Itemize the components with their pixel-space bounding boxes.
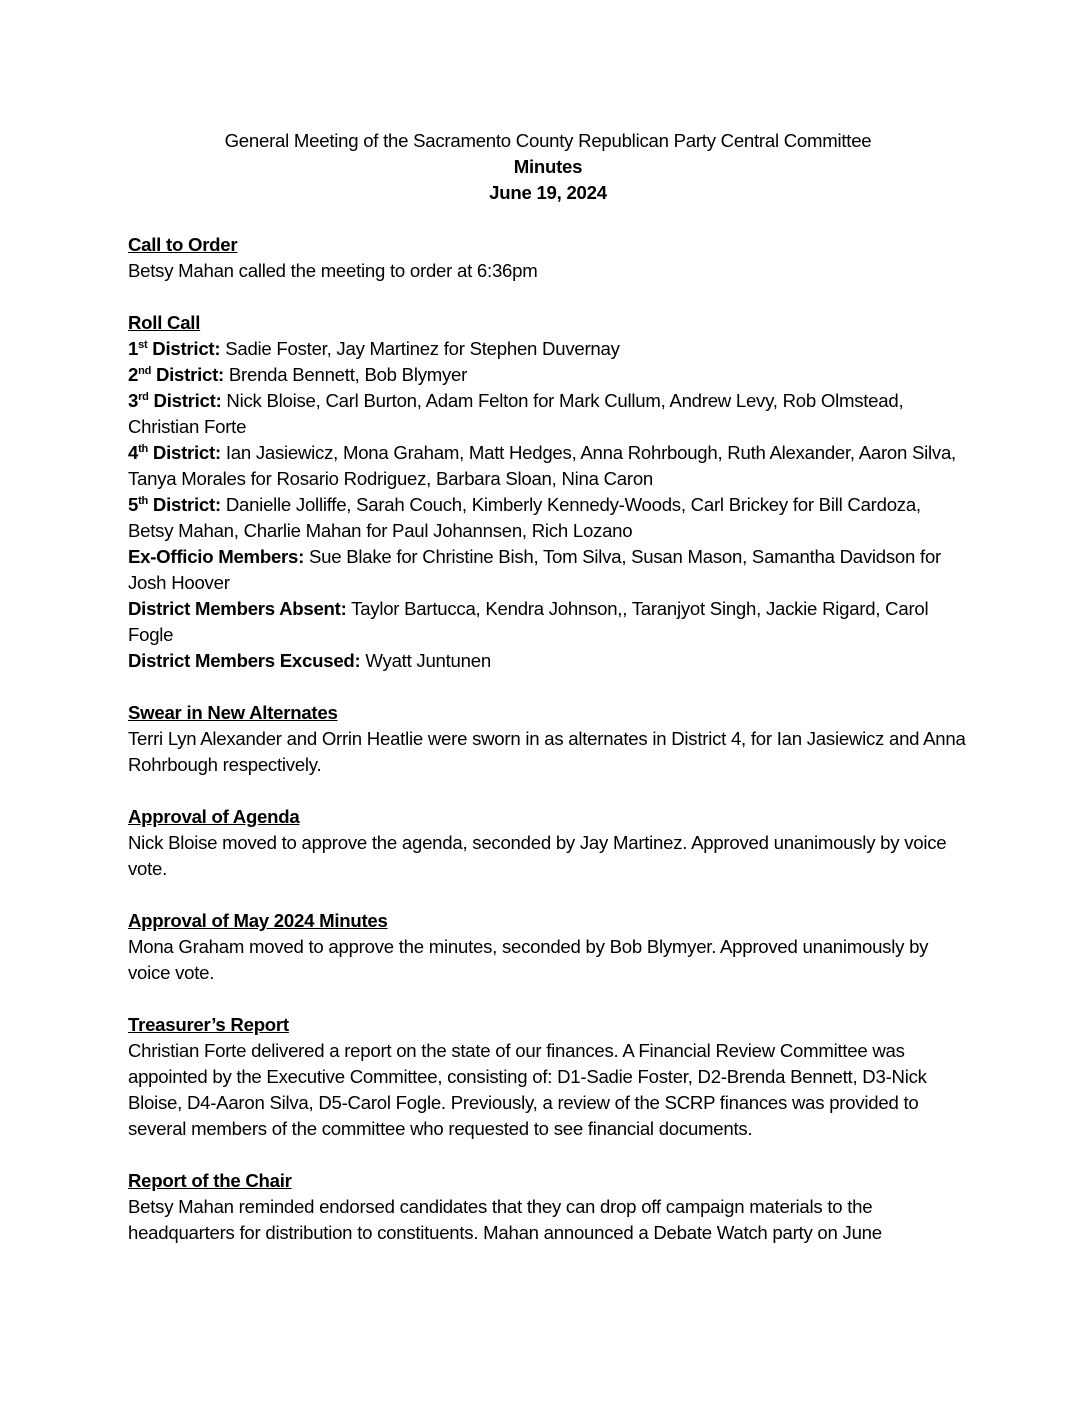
chair-report-heading: Report of the Chair — [128, 1170, 292, 1191]
alternates-text: Terri Lyn Alexander and Orrin Heatlie were sworn in as alternates in District 4, for Ian Jasiewicz and Anna Rohrbough respectively. — [128, 728, 966, 775]
document-date: June 19, 2024 — [489, 182, 607, 203]
document-title: General Meeting of the Sacramento County Republican Party Central Committee — [224, 130, 872, 151]
district-2-suffix: nd — [138, 365, 152, 377]
call-to-order-text: Betsy Mahan called the meeting to order at 6:36pm — [128, 260, 538, 281]
treasurer-text: Christian Forte delivered a report on the state of our finances. A Financial Review Committee was appointed by the Executive Committee, consisting of: D1-Sadie Foster, D2-Brenda Bennett, D3-Nick Bloise, D4-Aaron Silva, D5-Carol Fogle. Previously, a review of the SCRP finances was provided to several members of the committee who requested to see financial documents. — [128, 1040, 927, 1139]
alternates-section — [128, 700, 968, 778]
absent-label: District Members Absent: — [128, 598, 347, 619]
agenda-heading: Approval of Agenda — [128, 806, 300, 827]
minutes-approval-section — [128, 908, 968, 986]
district-5-label: District: — [147, 494, 221, 515]
district-3-number: 3 — [128, 390, 139, 411]
district-5-members: Danielle Jolliffe, Sarah Couch, Kimberly Kennedy-Woods, Carl Brickey for Bill Cardoza, Betsy Mahan, Charlie Mahan for Paul Johannsen, Rich Lozano — [128, 494, 921, 541]
district-1-number: 1 — [128, 338, 139, 359]
district-3-suffix: rd — [138, 391, 149, 403]
document-subtitle: Minutes — [513, 156, 583, 177]
roll-call-absent — [128, 596, 968, 648]
district-1-suffix: st — [138, 339, 148, 351]
chair-report-text: Betsy Mahan reminded endorsed candidates that they can drop off campaign materials to the headquarters for distribution to constituents. Mahan announced a Debate Watch party on June — [128, 1196, 882, 1243]
call-to-order-section — [128, 232, 968, 284]
district-5-suffix: th — [138, 495, 148, 507]
alternates-heading: Swear in New Alternates — [128, 702, 338, 723]
district-2-number: 2 — [128, 364, 139, 385]
roll-call-district-1 — [128, 336, 968, 362]
district-4-suffix: th — [138, 443, 148, 455]
district-5-number: 5 — [128, 494, 139, 515]
roll-call-ex-officio — [128, 544, 968, 596]
district-1-label: District: — [147, 338, 221, 359]
district-3-members: Nick Bloise, Carl Burton, Adam Felton for Mark Cullum, Andrew Levy, Rob Olmstead, Christian Forte — [128, 390, 904, 437]
chair-report-section — [128, 1168, 968, 1246]
agenda-text: Nick Bloise moved to approve the agenda, seconded by Jay Martinez. Approved unanimously by voice vote. — [128, 832, 947, 879]
excused-members: Wyatt Juntunen — [360, 650, 491, 671]
roll-call-district-2 — [128, 362, 968, 388]
minutes-approval-heading: Approval of May 2024 Minutes — [128, 910, 388, 931]
district-1-members: Sadie Foster, Jay Martinez for Stephen Duvernay — [220, 338, 620, 359]
minutes-approval-text: Mona Graham moved to approve the minutes, seconded by Bob Blymyer. Approved unanimously by voice vote. — [128, 936, 929, 983]
ex-officio-members: Sue Blake for Christine Bish, Tom Silva, Susan Mason, Samantha Davidson for Josh Hoover — [128, 546, 941, 593]
excused-label: District Members Excused: — [128, 650, 361, 671]
roll-call-heading: Roll Call — [128, 312, 201, 333]
district-4-members: Ian Jasiewicz, Mona Graham, Matt Hedges, Anna Rohrbough, Ruth Alexander, Aaron Silva, Tanya Morales for Rosario Rodriguez, Barbara Sloan, Nina Caron — [128, 442, 956, 489]
absent-members: Taylor Bartucca, Kendra Johnson,, Taranjyot Singh, Jackie Rigard, Carol Fogle — [128, 598, 929, 645]
district-4-number: 4 — [128, 442, 139, 463]
district-3-label: District: — [148, 390, 222, 411]
roll-call-section — [128, 310, 968, 674]
document-header — [108, 128, 988, 206]
roll-call-district-3 — [128, 388, 968, 440]
treasurer-heading: Treasurer’s Report — [128, 1014, 289, 1035]
roll-call-district-4 — [128, 440, 968, 492]
call-to-order-heading: Call to Order — [128, 234, 238, 255]
ex-officio-label: Ex-Officio Members: — [128, 546, 305, 567]
roll-call-excused — [128, 648, 968, 674]
district-2-members: Brenda Bennett, Bob Blymyer — [223, 364, 468, 385]
treasurer-section — [128, 1012, 968, 1142]
district-4-label: District: — [147, 442, 221, 463]
document-body — [128, 128, 968, 1246]
agenda-section — [128, 804, 968, 882]
district-2-label: District: — [151, 364, 224, 385]
roll-call-district-5 — [128, 492, 968, 544]
